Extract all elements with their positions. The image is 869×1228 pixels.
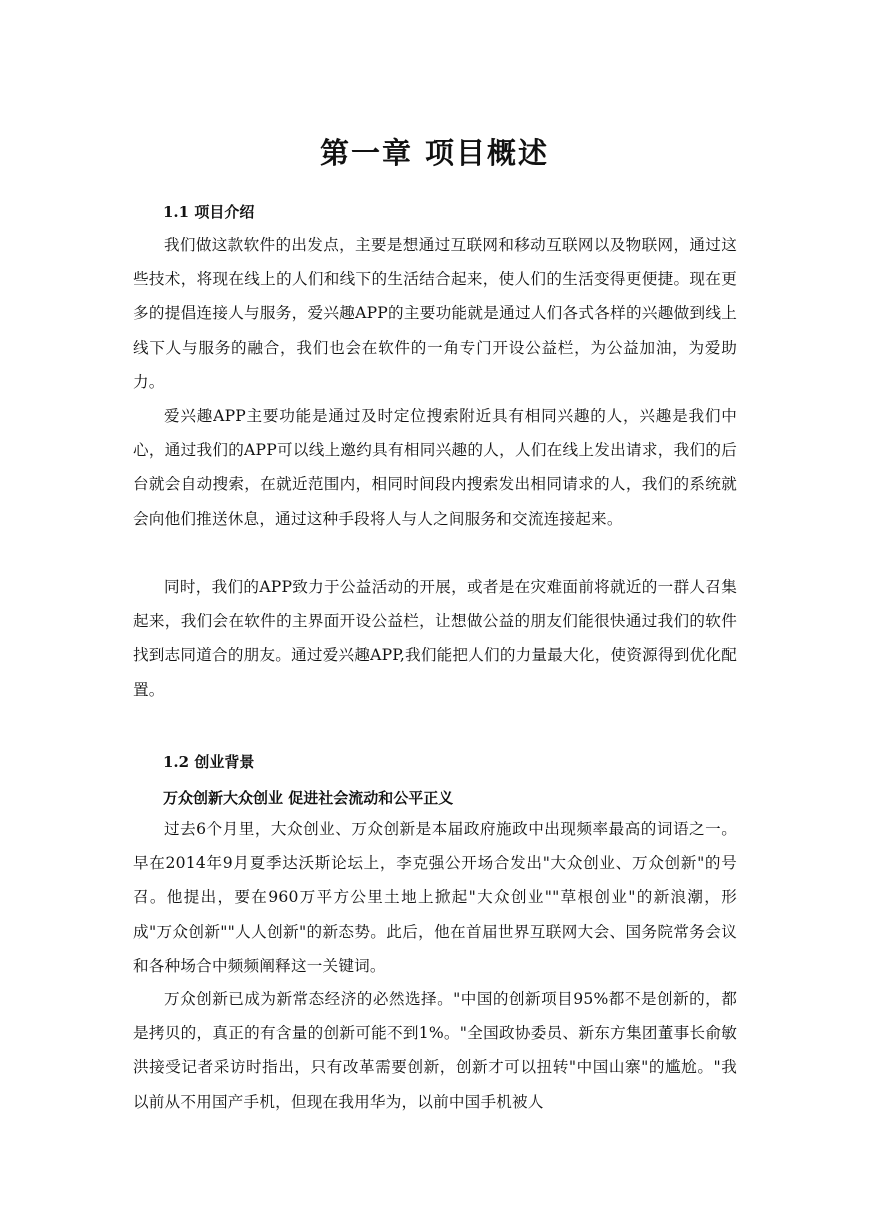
- background-paragraph-2: 万众创新已成为新常态经济的必然选择。"中国的创新项目95%都不是创新的，都是拷贝的，真正的有含量的创新可能不到1%。"全国政协委员、新东方集团董事长俞敏洪接受记者采访时指出，只有改革需要创新，创新才可以扭转"中国山寨"的尴尬。"我以前从不用国产手机，但现在我用华为，以前中国手机被人: [133, 990, 737, 1111]
- background-subheading: 万众创新大众创业 促进社会流动和公平正义: [163, 789, 454, 807]
- intro-paragraph-3: 同时，我们的APP致力于公益活动的开展，或者是在灾难面前将就近的一群人召集起来，我们会在软件的主界面开设公益栏，让想做公益的朋友们能很快通过我们的软件找到志同道合的朋友。通过爱兴趣APP,我们能把人们的力量最大化，使资源得到优化配置。: [133, 578, 737, 699]
- background-paragraph-1: 过去6个月里，大众创业、万众创新是本届政府施政中出现频率最高的词语之一。早在2014年9月夏季达沃斯论坛上，李克强公开场合发出"大众创业、万众创新"的号召。他提出，要在960万平方公里土地上掀起"大众创业""草根创业"的新浪潮，形成"万众创新""人人创新"的新态势。此后，他在首届世界互联网大会、国务院常务会议和各种场合中频频阐释这一关键词。: [133, 820, 737, 975]
- chapter-title: 第一章 项目概述: [319, 136, 550, 170]
- intro-paragraph-1: 我们做这款软件的出发点，主要是想通过互联网和移动互联网以及物联网，通过这些技术，将现在线上的人们和线下的生活结合起来，使人们的生活变得更便捷。现在更多的提倡连接人与服务，爱兴趣APP的主要功能就是通过人们各式各样的兴趣做到线上线下人与服务的融合，我们也会在软件的一角专门开设公益栏，为公益加油，为爱助力。: [133, 236, 737, 391]
- section-heading-1-2: 1.2 创业背景: [163, 753, 255, 771]
- section-heading-1-1: 1.1 项目介绍: [163, 203, 255, 221]
- intro-paragraph-2: 爱兴趣APP主要功能是通过及时定位搜索附近具有相同兴趣的人，兴趣是我们中心，通过我们的APP可以线上邀约具有相同兴趣的人，人们在线上发出请求，我们的后台就会自动搜索，在就近范围内，相同时间段内搜索发出相同请求的人，我们的系统就会向他们推送休息，通过这种手段将人与人之间服务和交流连接起来。: [133, 407, 737, 528]
